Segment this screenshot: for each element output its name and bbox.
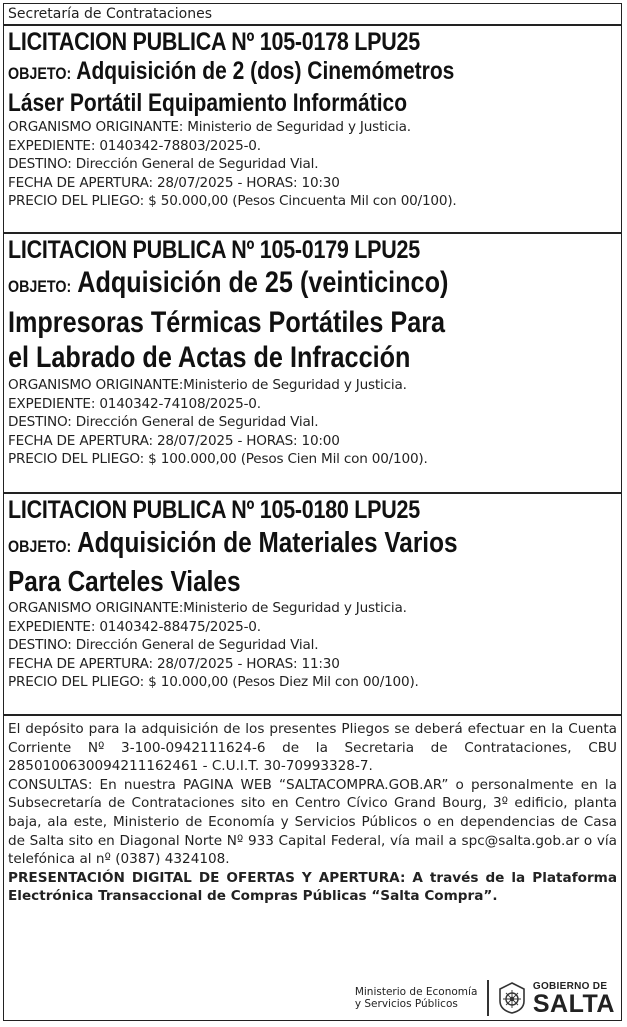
detail-organismo: ORGANISMO ORIGINANTE: Ministerio de Seguridad y Justicia. <box>8 119 411 135</box>
tender-section-3 <box>3 493 622 715</box>
tender-objeto <box>8 265 520 305</box>
objeto-label: OBJETO: <box>8 277 72 296</box>
detail-destino: DESTINO: Dirección General de Seguridad Vial. <box>8 637 319 654</box>
footer-box <box>3 715 622 1021</box>
detail-organismo: ORGANISMO ORIGINANTE:Ministerio de Seguridad y Justicia. <box>8 377 407 393</box>
objeto-line: Adquisición de 2 (dos) Cinemómetros <box>76 57 455 85</box>
consultas-paragraph: CONSULTAS: En nuestra PAGINA WEB “SALTACOMPRA.GOB.AR” o personalmente en la Subsecretaría de Contrataciones sito en Centro Cívico Grand Bourg, 3º edificio, planta baja, ala este, Ministerio de Economía y Servicios Públicos o en dependencias de Casa de Salta sito en Diagonal Norte Nº 933 Capital Federal, vía mail a spc@salta.gob.ar o vía telefónica al nº (0387) 4324108. <box>8 776 617 868</box>
gobierno-salta-logo <box>533 981 615 1016</box>
gobierno-label: GOBIERNO DE <box>532 980 608 992</box>
logos-area <box>355 980 615 1016</box>
ministerio-line: Ministerio de Economía <box>354 986 478 998</box>
detail-precio: PRECIO DEL PLIEGO: $ 100.000,00 (Pesos Cien Mil con 00/100). <box>8 451 428 468</box>
objeto-line: Impresoras Térmicas Portátiles Para <box>8 306 446 339</box>
salta-emblem-icon <box>497 981 527 1015</box>
deposit-paragraph: El depósito para la adquisición de los presentes Pliegos se deberá efectuar en la Cuenta Corriente Nº 3-100-0942111624-6 de la Secretaria de Contrataciones, CBU 2850100630094211162461 - C.U.I.T. 30-70993328-7. <box>8 721 617 775</box>
detail-expediente: EXPEDIENTE: 0140342-74108/2025-0. <box>8 395 261 412</box>
tender-section-2 <box>3 233 622 493</box>
presentacion-paragraph: PRESENTACIÓN DIGITAL DE OFERTAS Y APERTURA: A través de la Plataforma Electrónica Transaccional de Compras Públicas “Salta Compra”. <box>8 869 617 905</box>
detail-apertura: FECHA DE APERTURA: 28/07/2025 - HORAS: 10:00 <box>8 432 340 449</box>
detail-organismo: ORGANISMO ORIGINANTE:Ministerio de Seguridad y Justicia. <box>8 600 407 616</box>
detail-precio: PRECIO DEL PLIEGO: $ 50.000,00 (Pesos Cincuenta Mil con 00/100). <box>8 193 457 210</box>
detail-precio: PRECIO DEL PLIEGO: $ 10.000,00 (Pesos Diez Mil con 00/100). <box>8 674 419 691</box>
tender-title: LICITACION PUBLICA Nº 105-0180 LPU25 <box>8 496 420 524</box>
objeto-label: OBJETO: <box>8 537 72 556</box>
tender-objeto <box>8 57 520 88</box>
ministerio-label <box>355 986 478 1010</box>
notice-page <box>3 3 624 1021</box>
objeto-line: Láser Portátil Equipamiento Informático <box>8 89 408 117</box>
detail-destino: DESTINO: Dirección General de Seguridad Vial. <box>8 414 319 431</box>
tender-section-1 <box>3 25 622 233</box>
tender-title: LICITACION PUBLICA Nº 105-0179 LPU25 <box>8 236 420 264</box>
objeto-line: Adquisición de 25 (veinticinco) <box>77 266 449 299</box>
detail-apertura: FECHA DE APERTURA: 28/07/2025 - HORAS: 10:30 <box>8 174 340 191</box>
detail-expediente: EXPEDIENTE: 0140342-88475/2025-0. <box>8 618 261 635</box>
objeto-label: OBJETO: <box>8 64 72 83</box>
logo-divider <box>487 980 489 1016</box>
objeto-line: Para Carteles Viales <box>8 566 241 598</box>
header-label: Secretaría de Contrataciones <box>8 6 212 22</box>
salta-label: SALTA <box>532 989 615 1018</box>
objeto-line: el Labrado de Actas de Infracción <box>8 341 411 374</box>
header-box <box>3 3 622 25</box>
detail-destino: DESTINO: Dirección General de Seguridad Vial. <box>8 156 319 173</box>
tender-objeto <box>8 525 520 565</box>
detail-expediente: EXPEDIENTE: 0140342-78803/2025-0. <box>8 137 261 154</box>
ministerio-line: y Servicios Públicos <box>354 998 458 1010</box>
tender-title: LICITACION PUBLICA Nº 105-0178 LPU25 <box>8 28 420 56</box>
detail-apertura: FECHA DE APERTURA: 28/07/2025 - HORAS: 11:30 <box>8 655 340 672</box>
objeto-line: Adquisición de Materiales Varios <box>77 527 458 559</box>
